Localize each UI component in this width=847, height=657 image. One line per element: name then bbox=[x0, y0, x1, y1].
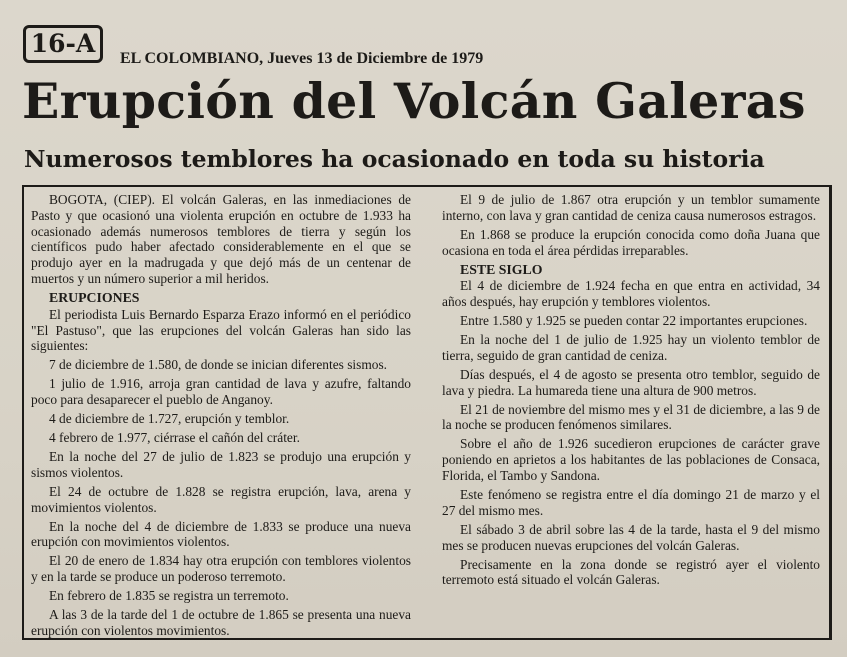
paragraph: En la noche del 27 de julio de 1.823 se produjo una erupción y sismos violentos. bbox=[31, 449, 411, 480]
page-number-badge: 16-A bbox=[23, 25, 103, 63]
paragraph: Sobre el año de 1.926 sucedieron erupciones de carácter grave poniendo en aprietos a los habitantes de las poblaciones de Consaca, Florida, el Tambo y Sandona. bbox=[442, 436, 820, 484]
masthead-dateline: EL COLOMBIANO, Jueves 13 de Diciembre de 1979 bbox=[120, 50, 484, 67]
paragraph: 1 julio de 1.916, arroja gran cantidad de lava y azufre, faltando poco para desaparecer el pueblo de Anganoy. bbox=[31, 376, 411, 408]
paragraph: El 24 de octubre de 1.828 se registra erupción, lava, arena y movimientos violentos. bbox=[31, 483, 411, 515]
paragraph: 7 de diciembre de 1.580, de donde se inician diferentes sismos. bbox=[49, 357, 388, 373]
paragraph: Entre 1.580 y 1.925 se pueden contar 22 importantes erupciones. bbox=[460, 313, 808, 329]
paragraph: El 9 de julio de 1.867 otra erupción y un temblor sumamente interno, con lava y gran cantidad de ceniza causa numerosos estragos. bbox=[442, 192, 820, 223]
paragraph: En la noche del 1 de julio de 1.925 hay un violento temblor de tierra, seguido de gran cantidad de ceniza. bbox=[442, 332, 820, 363]
paragraph: El 20 de enero de 1.834 hay otra erupción con temblores violentos y en la tarde se produce un poderoso terremoto. bbox=[31, 553, 411, 585]
paragraph: Días después, el 4 de agosto se presenta otro temblor, seguido de lava y piedra. La humareda tiene una altura de 900 metros. bbox=[442, 366, 820, 398]
section-heading-este-siglo: ESTE SIGLO bbox=[460, 261, 543, 277]
paragraph: El sábado 3 de abril sobre las 4 de la tarde, hasta el 9 del mismo mes se producen nuevas erupciones del volcán Galeras. bbox=[442, 521, 820, 553]
headline: Erupción del Volcán Galeras bbox=[22, 72, 806, 130]
paragraph: En febrero de 1.835 se registra un terremoto. bbox=[49, 588, 289, 604]
paragraph: En 1.868 se produce la erupción conocida como doña Juana que ocasiona en toda el área pérdidas irreparables. bbox=[442, 226, 820, 258]
paragraph: El periodista Luis Bernardo Esparza Erazo informó en el periódico "El Pastuso", que las erupciones del volcán Galeras han sido las siguientes: bbox=[31, 306, 411, 354]
paragraph: 4 febrero de 1.977, ciérrase el cañón del cráter. bbox=[49, 430, 300, 446]
paragraph: BOGOTA, (CIEP). El volcán Galeras, en las inmediaciones de Pasto y que ocasionó una violenta erupción en octubre de 1.933 ha ocasionado además numerosos temblores de tierra y según los científicos pudo haber afectado considerablemente en el que se produjo ayer en la madrugada y que dejó más de un centenar de muertos y un número superior a mil heridos. bbox=[31, 192, 411, 286]
subheadline: Numerosos temblores ha ocasionado en toda su historia bbox=[24, 145, 765, 173]
paragraph: El 4 de diciembre de 1.924 fecha en que entra en actividad, 34 años después, hay erupción y temblores violentos. bbox=[442, 278, 820, 310]
paragraph: Este fenómeno se registra entre el día domingo 21 de marzo y el 27 del mismo mes. bbox=[442, 487, 820, 518]
paragraph: A las 3 de la tarde del 1 de octubre de 1.865 se presenta una nueva erupción con violentos movimientos. bbox=[31, 607, 411, 638]
paragraph: El 21 de noviembre del mismo mes y el 31 de diciembre, a las 9 de la noche se producen fenómenos similares. bbox=[442, 401, 820, 433]
section-heading-erupciones: ERUPCIONES bbox=[49, 289, 140, 305]
paragraph: En la noche del 4 de diciembre de 1.833 se produce una nueva erupción con movimientos violentos. bbox=[31, 518, 411, 550]
article-column-right bbox=[442, 192, 820, 591]
paragraph: Precisamente en la zona donde se registró ayer el violento terremoto está situado el volcán Galeras. bbox=[442, 556, 820, 588]
paragraph: 4 de diciembre de 1.727, erupción y temblor. bbox=[49, 411, 290, 427]
article-column-left bbox=[31, 192, 411, 642]
